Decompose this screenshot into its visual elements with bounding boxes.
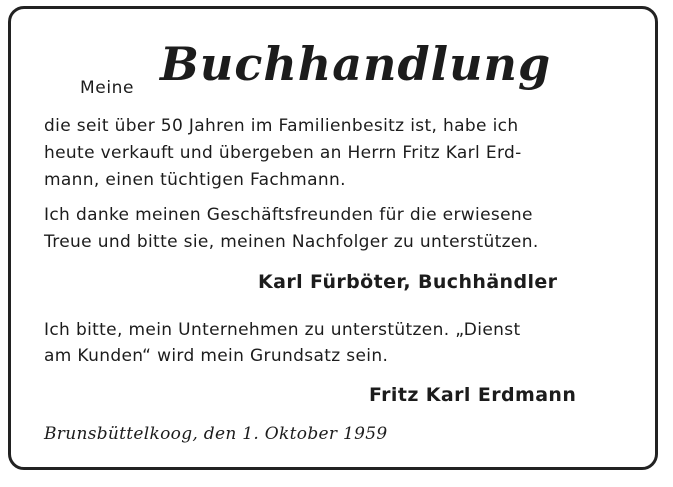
paragraph1-line-3: mann, einen tüchtigen Fachmann.	[44, 170, 346, 190]
paragraph2-line-2: Treue und bitte sie, meinen Nachfolger zu unterstützen.	[44, 232, 539, 252]
paragraph1-line-2: heute verkauft und übergeben an Herrn Fritz Karl Erd-	[44, 143, 522, 163]
paragraph3-line-2: am Kunden“ wird mein Grundsatz sein.	[44, 346, 389, 366]
paragraph3-line-1: Ich bitte, mein Unternehmen zu unterstützen. „Dienst	[44, 320, 521, 340]
place-and-date: Brunsbüttelkoog, den 1. Oktober 1959	[44, 424, 388, 444]
signature-seller: Karl Fürböter, Buchhändler	[258, 271, 558, 293]
paragraph1-line-1: die seit über 50 Jahren im Familienbesitz ist, habe ich	[44, 116, 519, 136]
heading-lead: Meine	[80, 78, 135, 98]
signature-buyer: Fritz Karl Erdmann	[369, 384, 577, 406]
paragraph2-line-1: Ich danke meinen Geschäftsfreunden für die erwiesene	[44, 205, 533, 225]
heading-title: Buchhandlung	[160, 37, 552, 91]
